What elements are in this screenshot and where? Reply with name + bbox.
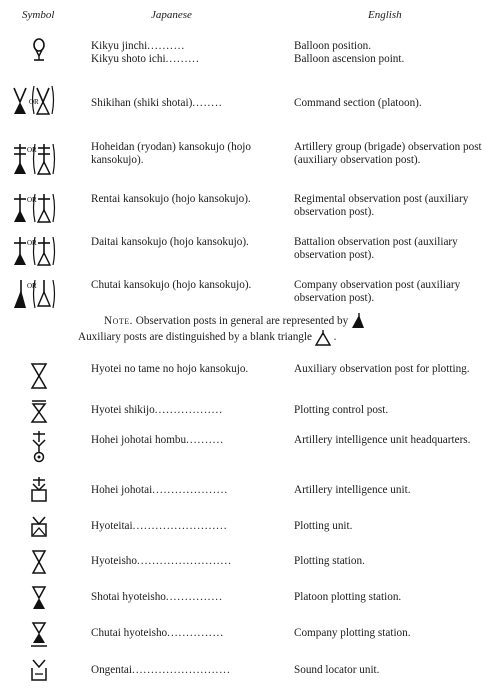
en-text: Balloon position. — [294, 40, 372, 52]
jp-text: Chutai kansokujo (hojo kansokujo). — [91, 279, 252, 291]
table-row — [0, 38, 500, 70]
table-row — [0, 360, 500, 396]
jp-text: Ongentai — [91, 664, 133, 676]
en-text: Balloon ascension point. — [294, 53, 405, 65]
svg-text:OR: OR — [27, 196, 37, 204]
en-text: Battalion observation post (auxiliary observation post). — [294, 236, 458, 261]
note-line2: Auxiliary posts are distinguished by a blank triangle — [78, 331, 312, 344]
leader-dots: .......... — [147, 40, 186, 52]
leader-dots: .................. — [154, 404, 224, 416]
en-text: Company observation post (auxiliary observation post). — [294, 279, 461, 304]
svg-text:OR: OR — [27, 146, 37, 154]
table-row — [0, 512, 500, 544]
jp-text: Kikyu jinchi — [91, 40, 148, 52]
jp-text: Hohei johotai hombu — [91, 434, 187, 446]
header-english: English — [368, 9, 402, 21]
table-row — [0, 276, 500, 312]
jp-text: Hyoteisho — [91, 555, 137, 567]
jp-text: Hyotei shikijo — [91, 404, 155, 416]
table-row — [0, 547, 500, 579]
en-text: Auxiliary observation post for plotting. — [294, 363, 470, 375]
jp-text: Kikyu shoto ichi — [91, 53, 166, 65]
leader-dots: .................... — [152, 484, 229, 496]
filled-triangle-icon — [351, 313, 365, 329]
note-line1: Observation posts in general are represented by — [135, 315, 349, 327]
leader-dots: .......... — [186, 434, 225, 446]
header-symbol: Symbol — [22, 9, 55, 21]
en-text: Platoon plotting station. — [294, 591, 402, 603]
leader-dots: .......................... — [132, 664, 231, 676]
jp-text: Shikihan (shiki shotai) — [91, 97, 193, 109]
leader-dots: ......................... — [137, 555, 232, 567]
en-text: Sound locator unit. — [294, 664, 380, 676]
leader-dots: ......................... — [132, 520, 228, 532]
leader-dots: ........ — [192, 97, 223, 109]
table-row — [0, 233, 500, 269]
en-text: Artillery group (brigade) observation post (auxiliary observation post). — [294, 141, 482, 166]
table-row — [0, 398, 500, 426]
jp-text: Shotai hyoteisho — [91, 591, 166, 603]
blank-triangle-icon — [315, 330, 331, 346]
jp-text: Hohei johotai — [91, 484, 153, 496]
leader-dots: ............... — [165, 591, 223, 603]
svg-text:OR: OR — [27, 239, 37, 247]
jp-text: Rentai kansokujo (hojo kansokujo). — [91, 193, 251, 205]
leader-dots: ......... — [165, 53, 200, 65]
note-paragraph: Note. Observation posts in general are represented by Auxiliary posts are distinguished by a blank triangle . — [78, 313, 490, 346]
svg-text:OR: OR — [27, 282, 37, 290]
table-header — [0, 7, 500, 27]
svg-text:OR: OR — [29, 98, 39, 106]
en-text: Plotting control post. — [294, 404, 389, 416]
en-text: Artillery intelligence unit headquarters. — [294, 434, 471, 446]
en-text: Company plotting station. — [294, 627, 411, 639]
en-text: Artillery intelligence unit. — [294, 484, 411, 496]
table-row — [0, 190, 500, 226]
header-japanese: Japanese — [151, 9, 192, 21]
en-text: Regimental observation post (auxiliary observation post). — [294, 193, 469, 218]
note-label: Note. — [104, 315, 133, 327]
jp-text: Daitai kansokujo (hojo kansokujo). — [91, 236, 249, 248]
table-row — [0, 428, 500, 468]
table-row — [0, 138, 500, 182]
en-text: Command section (platoon). — [294, 97, 422, 109]
jp-text: Chutai hyoteisho — [91, 627, 168, 639]
jp-text: Hyoteitai — [91, 520, 133, 532]
leader-dots: ............... — [167, 627, 225, 639]
en-text: Plotting station. — [294, 555, 365, 567]
table-row — [0, 619, 500, 651]
table-row — [0, 80, 500, 120]
table-row — [0, 656, 500, 688]
en-text: Plotting unit. — [294, 520, 353, 532]
table-row — [0, 583, 500, 615]
jp-text: Hoheidan (ryodan) kansokujo (hojo kansokujo). — [91, 141, 252, 166]
jp-text: Hyotei no tame no hojo kansokujo. — [91, 363, 249, 375]
table-row — [0, 474, 500, 506]
